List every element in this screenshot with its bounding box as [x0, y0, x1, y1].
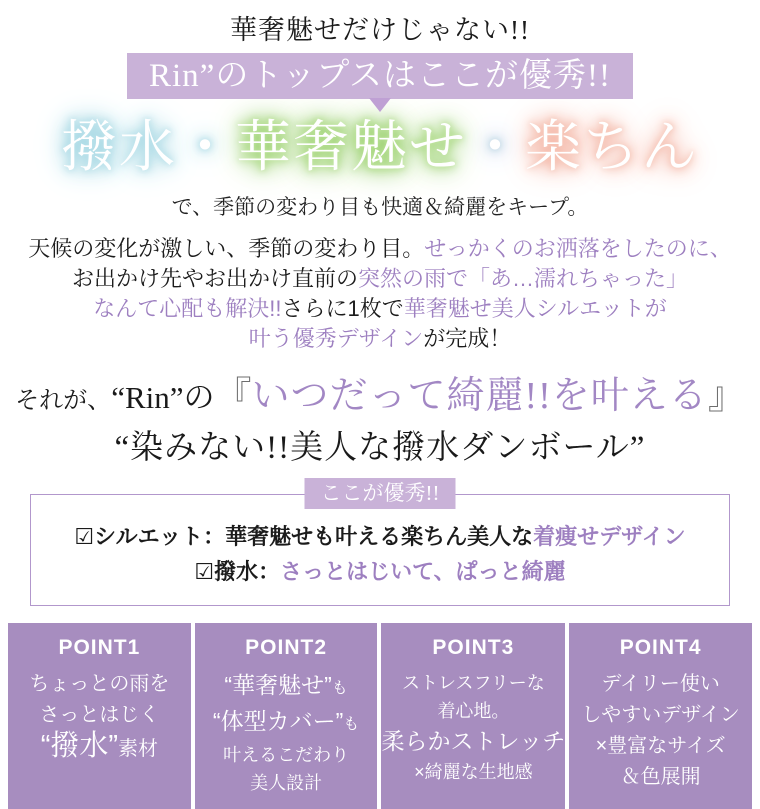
point-4-line: しやすいデザイン: [581, 704, 740, 726]
point-1-keyword-suffix: 素材: [118, 738, 159, 760]
brand-headline-prefix: それが、: [15, 388, 112, 414]
paragraph-text-highlight: なんて心配も解決!!: [93, 296, 282, 321]
point-3-line: 着心地。: [437, 701, 510, 721]
paragraph-line-2: [0, 264, 760, 294]
point-2-keyword-suffix: も: [343, 716, 360, 733]
brand-headline-emphasis: いつだって綺麗!!を叶える: [251, 375, 708, 417]
point-card-3: [381, 623, 565, 809]
hero-word-easy: 楽ちん: [525, 117, 699, 179]
point-1-line: ちょっとの雨を: [29, 673, 170, 695]
bracket-open: 『: [214, 376, 252, 417]
point-2-line: 叶えるこだわり: [223, 745, 350, 765]
point-4-line: ＆色展開: [620, 766, 701, 788]
checkbox-checked-icon: ☑: [194, 559, 215, 584]
hero-word-water-repellent: 撥水: [61, 117, 177, 179]
point-card-1: [8, 623, 191, 809]
point-2-line: 美人設計: [250, 773, 323, 793]
hero-dot-1: ・: [177, 117, 235, 179]
top-catch-title: 華奢魅せだけじゃない!!: [230, 15, 530, 45]
point-card-4: [569, 623, 752, 809]
excellence-banner: [127, 53, 633, 99]
paragraph-text-highlight: 叶う優秀デザイン: [248, 326, 424, 351]
point-4-line: ×豊富なサイズ: [595, 735, 726, 757]
point-3-title: POINT3: [432, 636, 515, 659]
point-1-line: さっとはじく: [39, 704, 160, 726]
hero-word-slender-look: 華奢魅せ: [235, 117, 467, 179]
point-2-keyword-suffix: も: [331, 680, 348, 697]
point-3-line: ストレスフリーな: [401, 673, 545, 693]
paragraph-text: お出かけ先やお出かけ直前の: [71, 266, 358, 291]
point-2-title: POINT2: [245, 636, 328, 659]
paragraph-line-3: [0, 294, 760, 324]
excellence-banner-label: Rin”のトップスはここが優秀!!: [149, 58, 611, 94]
hero-dot-2: ・: [467, 117, 525, 179]
banner-arrow-down-icon: [369, 98, 391, 112]
point-3-keyword: 柔らかストレッチ: [381, 728, 566, 754]
paragraph-text-highlight: 突然の雨で「あ…濡れちゃった」: [358, 266, 689, 291]
feature-box: [30, 481, 730, 606]
feature-box-label: ここが優秀!!: [305, 478, 456, 509]
feature-text-highlight: 着痩せデザイン: [533, 524, 686, 549]
paragraph-text: 天候の変化が激しい、季節の変わり目。: [28, 236, 425, 261]
brand-headline: [0, 364, 760, 419]
paragraph-text-highlight: せっかくのお洒落をしたのに、: [424, 236, 732, 261]
point-4-title: POINT4: [619, 636, 702, 659]
feature-row-silhouette: [39, 519, 721, 554]
point-1-title: POINT1: [58, 636, 141, 659]
paragraph-text: さらに1枚で: [281, 296, 404, 321]
paragraph-text: が完成！: [423, 326, 512, 351]
point-2-keyword: “華奢魅せ”: [224, 672, 332, 698]
point-3-line: ×綺麗な生地感: [414, 762, 533, 782]
point-card-2: [195, 623, 378, 809]
paragraph-text-highlight: 華奢魅せ美人シルエットが: [403, 296, 667, 321]
paragraph-line-4: [0, 324, 760, 354]
feature-text: 撥水：: [214, 559, 281, 584]
paragraph-line-1: [0, 234, 760, 264]
point-4-line: デイリー使い: [601, 673, 720, 695]
point-2-line: [195, 669, 378, 705]
feature-row-water-repellent: [39, 554, 721, 589]
brand-name: “Rin”の: [111, 380, 215, 415]
point-1-keyword: “撥水”: [40, 730, 119, 762]
banner-wrap: [0, 53, 760, 99]
product-nickname-headline: “染みない!!美人な撥水ダンボール”: [114, 430, 646, 466]
bracket-close: 』: [707, 376, 745, 417]
point-1-line: [8, 731, 191, 765]
points-row: [8, 623, 752, 809]
hero-subline: で、季節の変わり目も快適＆綺麗をキープ。: [171, 196, 589, 219]
hero-headline: [0, 107, 760, 189]
intro-paragraph: [0, 234, 760, 354]
checkbox-checked-icon: ☑: [74, 524, 95, 549]
point-2-keyword: “体型カバー”: [212, 708, 344, 734]
feature-text-highlight: さっとはじいて、ぱっと綺麗: [280, 559, 566, 584]
point-2-line: [195, 705, 378, 741]
feature-text: シルエット：華奢魅せも叶える楽ちん美人な: [94, 524, 534, 549]
